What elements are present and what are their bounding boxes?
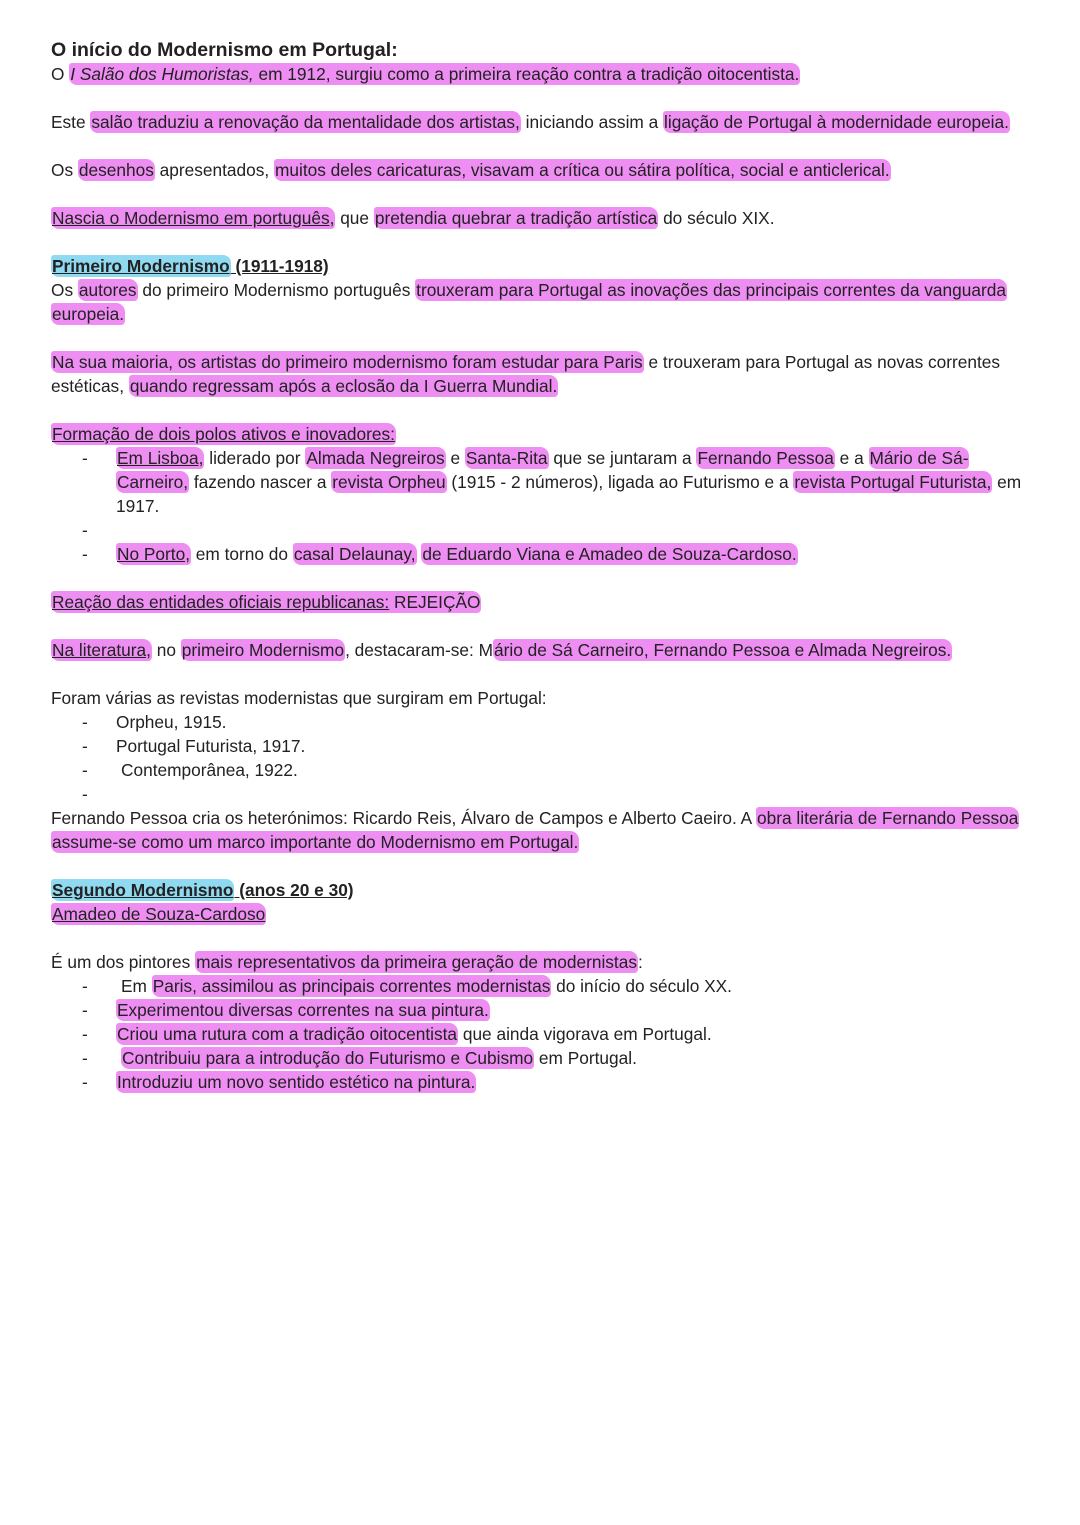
document-title: O início do Modernismo em Portugal:: [51, 39, 398, 61]
amadeo-list: [51, 974, 1040, 1094]
subheading-amadeo: Amadeo de Souza-Cardoso: [52, 904, 266, 924]
paragraph-salao: O I Salão dos Humoristas, em 1912, surgiu como a primeira reação contra a tradição oitocentista.: [51, 64, 800, 84]
paragraph-literatura: Na literatura, no primeiro Modernismo, destacaram-se: Mário de Sá Carneiro, Fernando Pessoa e Almada Negreiros.: [52, 640, 952, 660]
revistas-list: [51, 710, 1040, 806]
paragraph-renovacao: Este salão traduziu a renovação da mentalidade dos artistas, iniciando assim a ligação de Portugal à modernidade europeia.: [51, 112, 1009, 132]
paragraph-nascia: Nascia o Modernismo em português, que pretendia quebrar a tradição artística do século XIX.: [52, 208, 775, 228]
paragraph-autores: Os autores do primeiro Modernismo português trouxeram para Portugal as inovações das principais correntes da vanguarda europeia.: [51, 280, 1006, 324]
list-item: - Orpheu, 1915.: [82, 710, 1040, 734]
paragraph-paris: Na sua maioria, os artistas do primeiro modernismo foram estudar para Paris e trouxeram para Portugal as novas correntes estéticas, quando regressam após a eclosão da I Guerra Mundial.: [51, 352, 1001, 396]
paragraph-pintores: É um dos pintores mais representativos da primeira geração de modernistas:: [51, 952, 643, 972]
polos-list: [51, 446, 1040, 566]
list-item: - Contribuiu para a introdução do Futurismo e Cubismo em Portugal.: [82, 1046, 1040, 1070]
paragraph-desenhos: Os desenhos apresentados, muitos deles caricaturas, visavam a crítica ou sátira política, social e anticlerical.: [51, 160, 890, 180]
list-item: - Em Lisboa, liderado por Almada Negreiros e Santa-Rita que se juntaram a Fernando Pessoa e a Mário de Sá-Carneiro, fazendo nascer a revista Orpheu (1915 - 2 números), ligada ao Futurismo e a revista Portugal Futurista, em 1917.: [82, 446, 1040, 518]
paragraph-reacao: Reação das entidades oficiais republicanas: REJEIÇÃO: [52, 592, 481, 612]
subheading-polos: Formação de dois polos ativos e inovadores:: [52, 424, 395, 444]
paragraph-pessoa: Fernando Pessoa cria os heterónimos: Ricardo Reis, Álvaro de Campos e Alberto Caeiro. A obra literária de Fernando Pessoa assume-se como um marco importante do Modernismo em Portugal.: [51, 808, 1019, 852]
list-item: - Experimentou diversas correntes na sua pintura.: [82, 998, 1040, 1022]
section-heading-primeiro-modernismo: Primeiro Modernismo (1911-1918): [52, 256, 329, 276]
list-item: - Criou uma rutura com a tradição oitocentista que ainda vigorava em Portugal.: [82, 1022, 1040, 1046]
paragraph-revistas: Foram várias as revistas modernistas que surgiram em Portugal:: [51, 688, 547, 708]
section-heading-segundo-modernismo: Segundo Modernismo (anos 20 e 30): [52, 880, 354, 900]
list-item: - Introduziu um novo sentido estético na pintura.: [82, 1070, 1040, 1094]
list-item: - Portugal Futurista, 1917.: [82, 734, 1040, 758]
list-item: - Em Paris, assimilou as principais correntes modernistas do início do século XX.: [82, 974, 1040, 998]
list-item: - Contemporânea, 1922.: [82, 758, 1040, 782]
list-item: - No Porto, em torno do casal Delaunay, de Eduardo Viana e Amadeo de Souza-Cardoso.: [82, 542, 1040, 566]
